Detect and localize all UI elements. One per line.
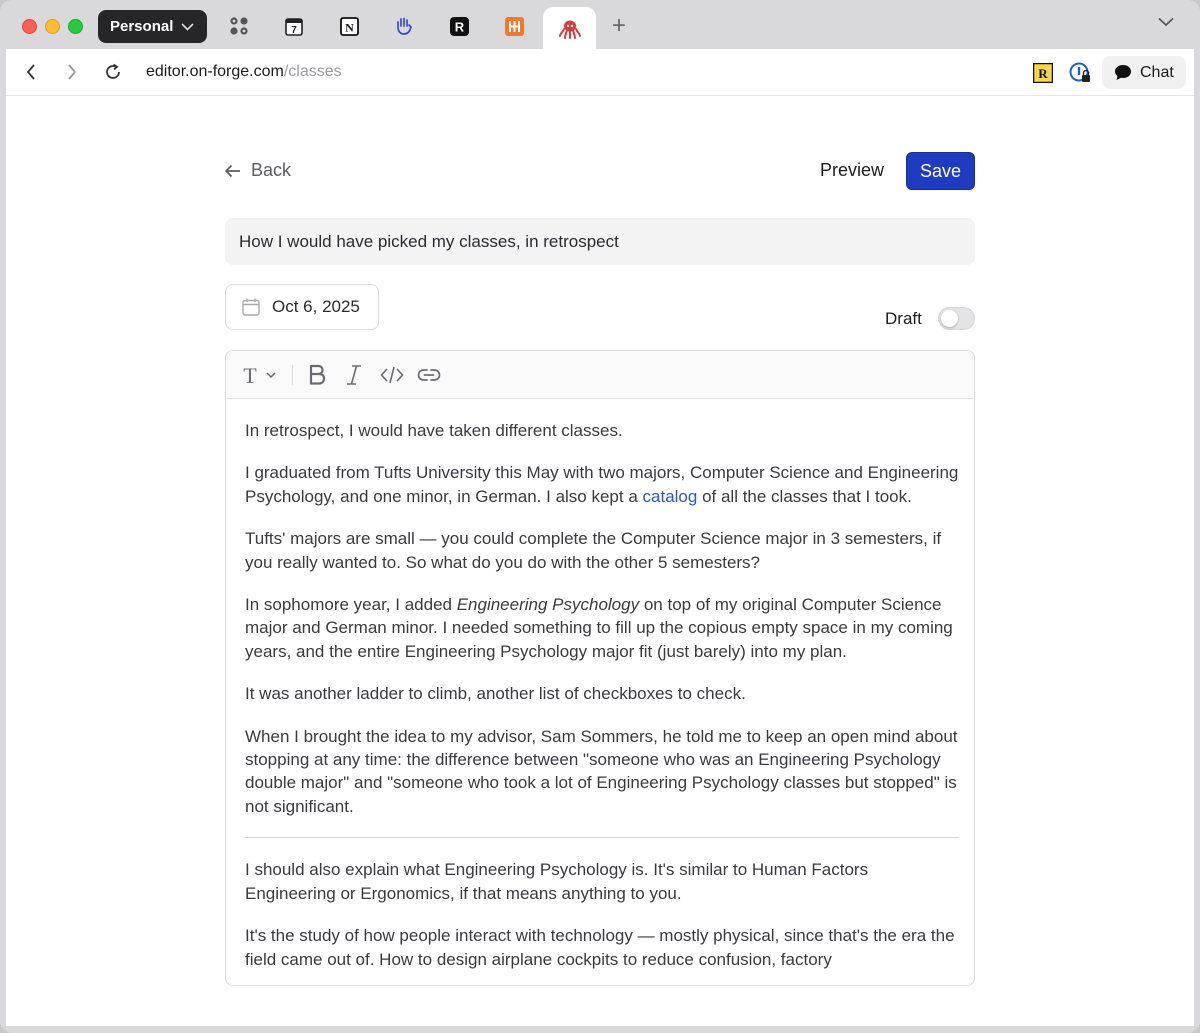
tab-r-app[interactable]	[442, 10, 476, 42]
italic-icon	[345, 364, 363, 386]
url-path: /classes	[283, 63, 342, 80]
url-host: editor.on-forge.com	[146, 63, 284, 80]
draft-label: Draft	[885, 309, 922, 328]
notion-icon	[340, 17, 359, 36]
extension-r-button[interactable]	[1032, 62, 1054, 84]
octopus-icon	[559, 19, 581, 39]
grid-app-icon	[229, 16, 249, 36]
fullscreen-window-button[interactable]	[68, 19, 83, 34]
paragraph: I should also explain what Engineering Psychology is. It's similar to Human Factors Engineering or Ergonomics, if that means anything to you.	[245, 860, 869, 903]
tab-orange-app[interactable]	[497, 10, 531, 42]
svg-text:N: N	[344, 20, 354, 34]
rich-text-editor[interactable]	[225, 350, 975, 986]
r-extension-icon	[1033, 63, 1053, 83]
new-tab-button[interactable]: +	[612, 12, 627, 39]
bold-button[interactable]	[306, 363, 328, 387]
profile-switcher[interactable]	[98, 10, 207, 43]
calendar-icon	[242, 298, 260, 316]
tab-active-editor[interactable]	[543, 7, 596, 50]
paragraph: It's the study of how people interact with technology — mostly physical, since that's the era the field came out of. How to design airplane cockpits to reduce confusion, factory	[245, 926, 955, 969]
chat-bubble-icon	[1114, 64, 1132, 81]
chevron-down-icon	[1158, 17, 1174, 27]
paragraph: I graduated from Tufts University this May with two majors, Computer Science and Engineering Psychology, and one minor, in German. I also kept a catalog of all the classes that I took.	[245, 463, 959, 506]
toggle-knob	[941, 310, 958, 327]
reload-button[interactable]	[102, 61, 124, 83]
catalog-link[interactable]: catalog	[642, 486, 698, 506]
close-window-button[interactable]	[22, 19, 37, 34]
paragraph: In retrospect, I would have taken different classes.	[245, 421, 623, 440]
text-style-dropdown[interactable]	[240, 363, 280, 387]
date-value: Oct 6, 2025	[272, 297, 360, 316]
extension-password-button[interactable]	[1069, 62, 1091, 84]
formatting-toolbar	[226, 351, 974, 399]
svg-text:R: R	[454, 19, 464, 34]
chevron-down-icon	[181, 23, 194, 31]
chat-button[interactable]	[1102, 56, 1186, 89]
tab-calendar[interactable]	[277, 10, 311, 42]
paragraph: Tufts' majors are small — you could complete the Computer Science major in 3 semesters, if you really wanted to. So what do you do with the other 5 semesters?	[245, 529, 942, 572]
svg-text:7: 7	[291, 24, 297, 36]
editor-content[interactable]	[245, 419, 959, 986]
tab-list-button[interactable]	[1158, 14, 1174, 32]
profile-label: Personal	[110, 18, 174, 35]
bold-icon	[308, 364, 326, 386]
link-icon	[417, 367, 441, 383]
tab-notion[interactable]	[332, 10, 366, 42]
paragraph: In sophomore year, I added Engineering Psychology on top of my original Computer Science major and German minor. I needed something to fill up the copious empty space in my coming years, and the entire Engineering Psychology major fit (just barely) into my plan.	[245, 595, 953, 661]
back-button[interactable]	[224, 160, 291, 181]
paragraph: When I brought the idea to my advisor, Sam Sommers, he told me to keep an open mind about stopping at any time: the difference between "someone who was an Engineering Psychology double major" and "someone who took a lot of Engineering Psychology classes but stopped" is not significant.	[245, 726, 958, 816]
link-button[interactable]	[416, 363, 442, 387]
post-title-input[interactable]: How I would have picked my classes, in retrospect	[225, 218, 975, 265]
date-picker[interactable]	[225, 284, 379, 330]
text-style-icon	[240, 364, 280, 386]
address-bar[interactable]	[146, 63, 342, 81]
svg-text:R: R	[1038, 66, 1048, 81]
hand-icon	[394, 16, 414, 36]
calendar-7-icon	[285, 17, 303, 36]
chat-label: Chat	[1140, 63, 1174, 81]
code-icon	[380, 365, 404, 385]
password-lock-icon	[1069, 62, 1091, 84]
chevron-left-icon	[26, 64, 36, 80]
back-nav-button[interactable]	[20, 61, 42, 83]
arrow-left-icon	[224, 164, 241, 178]
toolbar-separator	[292, 365, 293, 385]
tab-strip	[0, 0, 1200, 50]
code-button[interactable]	[379, 363, 405, 387]
chevron-right-icon	[67, 64, 77, 80]
r-app-icon	[450, 17, 469, 36]
minimize-window-button[interactable]	[45, 19, 60, 34]
draft-toggle[interactable]	[938, 307, 975, 330]
address-toolbar	[6, 49, 1194, 96]
svg-text:T: T	[243, 364, 257, 386]
back-label: Back	[251, 160, 292, 180]
save-button[interactable]: Save	[906, 152, 975, 190]
reload-icon	[104, 63, 122, 81]
italic-button[interactable]	[343, 363, 365, 387]
preview-button[interactable]: Preview	[820, 160, 885, 180]
orange-h-icon	[505, 17, 524, 36]
editor-page	[6, 96, 1194, 1026]
paragraph: It was another ladder to climb, another list of checkboxes to check.	[245, 684, 746, 704]
forward-nav-button[interactable]	[61, 61, 83, 83]
tab-grid-app[interactable]	[222, 10, 256, 42]
horizontal-rule	[245, 837, 959, 838]
tab-hand-app[interactable]	[387, 10, 421, 42]
